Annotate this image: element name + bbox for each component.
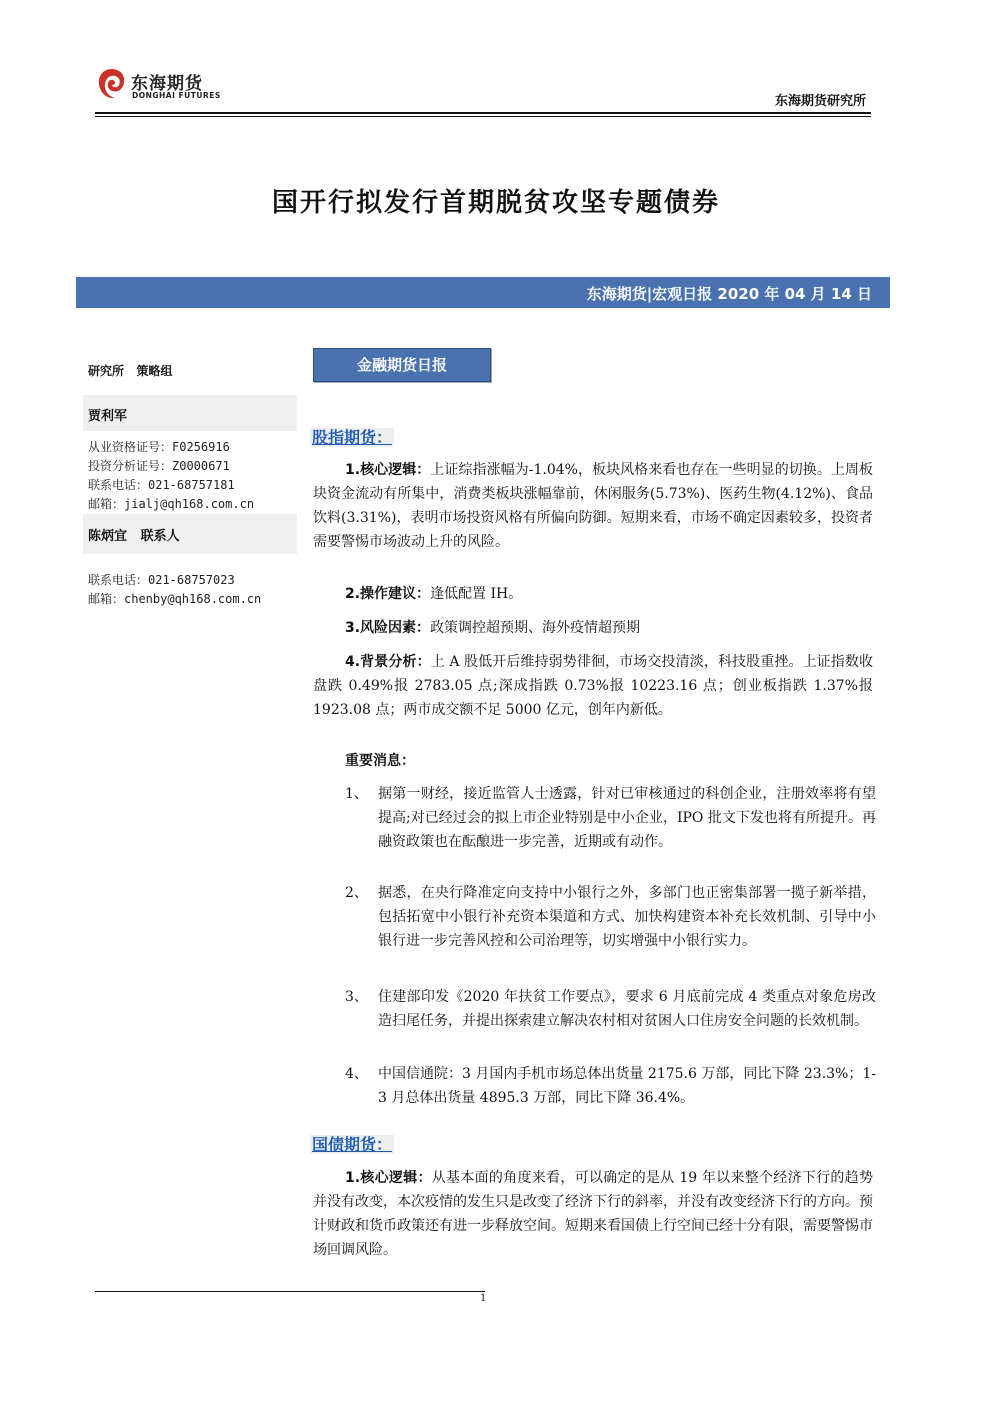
background-analysis-label: 4.背景分析： <box>345 654 431 670</box>
dragon-logo-icon <box>95 66 129 102</box>
section-title-text: 股指期货： <box>312 428 393 447</box>
analyst2-name: 陈炳宜 联系人 <box>88 529 180 544</box>
news-item-text: 中国信通院：3 月国内手机市场总体出货量 2175.6 万部，同比下降 23.3%；1-3 月总体出货量 4895.3 万部，同比下降 36.4%。 <box>378 1066 876 1106</box>
analyst1-name-box <box>83 395 297 431</box>
news-item-number: 2、 <box>345 885 368 901</box>
news-item <box>345 1062 875 1110</box>
section-title-stock-index <box>310 425 394 448</box>
news-item <box>345 881 875 977</box>
report-type-label: 金融期货日报 <box>356 356 447 374</box>
news-item-number: 3、 <box>345 989 368 1005</box>
company-logo <box>95 66 235 106</box>
header-rule-thin <box>95 116 871 117</box>
news-item-text: 据悉，在央行降准定向支持中小银行之外，多部门也正密集部署一揽子新举措，包括拓宽中小银行补充资本渠道和方式、加快构建资本补充长效机制、引导中小银行进一步完善风控和公司治理等，切实增强中小银行实力。 <box>378 885 876 949</box>
news-item-text: 据第一财经，接近监管人士透露，针对已审核通过的科创企业，注册效率将有望提高;对已经过会的拟上市企业特别是中小企业，IPO 批文下发也将有所提升。再融资政策也在酝酿进一步完善，近期或有动作。 <box>378 786 876 850</box>
background-analysis-text: 上 A 股低开后维持弱势徘徊，市场交投清淡，科技股重挫。上证指数收盘跌 0.49%报 2783.05 点;深成指跌 0.73%报 10223.16 点；创业板指跌 1.37%报 1923.08 点；两市成交额不足 5000 亿元，创年内新低。 <box>313 654 873 718</box>
core-logic-paragraph <box>313 458 873 554</box>
operation-advice-label: 2.操作建议： <box>345 586 431 602</box>
risk-factors-label: 3.风险因素： <box>345 620 431 636</box>
news-item-number: 1、 <box>345 786 368 802</box>
section-title-treasury <box>310 1132 394 1155</box>
risk-factors-paragraph <box>313 616 873 640</box>
sidebar-department: 研究所 策略组 <box>88 364 173 378</box>
news-heading: 重要消息： <box>345 753 415 769</box>
news-item <box>345 782 875 878</box>
background-analysis-paragraph <box>313 650 873 722</box>
logo-chinese-text: 东海期货 <box>131 74 203 94</box>
institute-name: 东海期货研究所 <box>774 94 866 109</box>
report-type-tag <box>313 348 491 382</box>
news-item-number: 4、 <box>345 1066 368 1082</box>
news-item <box>345 985 875 1057</box>
page-number: 1 <box>480 1293 487 1304</box>
analyst1-line: 联系电话：021-68757181 <box>88 478 235 492</box>
treasury-core-logic-paragraph <box>313 1166 873 1262</box>
header-rule <box>95 112 871 114</box>
page-title: 国开行拟发行首期脱贫攻坚专题债券 <box>271 188 720 218</box>
section-title-text: 国债期货： <box>312 1135 393 1154</box>
analyst2-email[interactable]: 邮箱：chenby@qh168.com.cn <box>88 592 262 606</box>
core-logic-text: 上证综指涨幅为-1.04%，板块风格来看也存在一些明显的切换。上周板块资金流动有所集中，消费类板块涨幅靠前，休闲服务(5.73%)、医药生物(4.12%)、食品饮料(3.31%)，表明市场投资风格有所偏向防御。短期来看，市场不确定因素较多，投资者需要警惕市场波动上升的风险。 <box>313 462 873 550</box>
analyst2-name-box <box>83 514 297 554</box>
report-banner <box>76 277 890 308</box>
analyst1-name: 贾利军 <box>88 409 128 424</box>
analyst1-line: 从业资格证号：F0256916 <box>88 440 230 454</box>
risk-factors-text: 政策调控超预期、海外疫情超预期 <box>430 620 641 636</box>
treasury-core-logic-text: 从基本面的角度来看，可以确定的是从 19 年以来整个经济下行的趋势并没有改变，本次疫情的发生只是改变了经济下行的斜率，并没有改变经济下行的方向。预计财政和货币政策还有进一步释放空间。短期来看国债上行空间已经十分有限，需要警惕市场回调风险。 <box>313 1170 873 1258</box>
analyst2-line: 联系电话：021-68757023 <box>88 573 235 587</box>
analyst1-email[interactable]: 邮箱：jialj@qh168.com.cn <box>88 497 255 511</box>
footer-rule <box>95 1291 485 1292</box>
news-item-text: 住建部印发《2020 年扶贫工作要点》，要求 6 月底前完成 4 类重点对象危房改造扫尾任务，并提出探索建立解决农村相对贫困人口住房安全问题的长效机制。 <box>378 989 876 1029</box>
operation-advice-text: 逢低配置 IH。 <box>430 586 523 602</box>
treasury-core-logic-label: 1.核心逻辑： <box>345 1170 432 1186</box>
analyst1-line: 投资分析证号：Z0000671 <box>88 459 230 473</box>
logo-english-text: DONGHAI FUTURES <box>132 91 221 100</box>
core-logic-label: 1.核心逻辑： <box>345 462 431 478</box>
banner-text: 东海期货|宏观日报 2020 年 04 月 14 日 <box>586 285 872 303</box>
operation-advice-paragraph <box>313 582 873 606</box>
